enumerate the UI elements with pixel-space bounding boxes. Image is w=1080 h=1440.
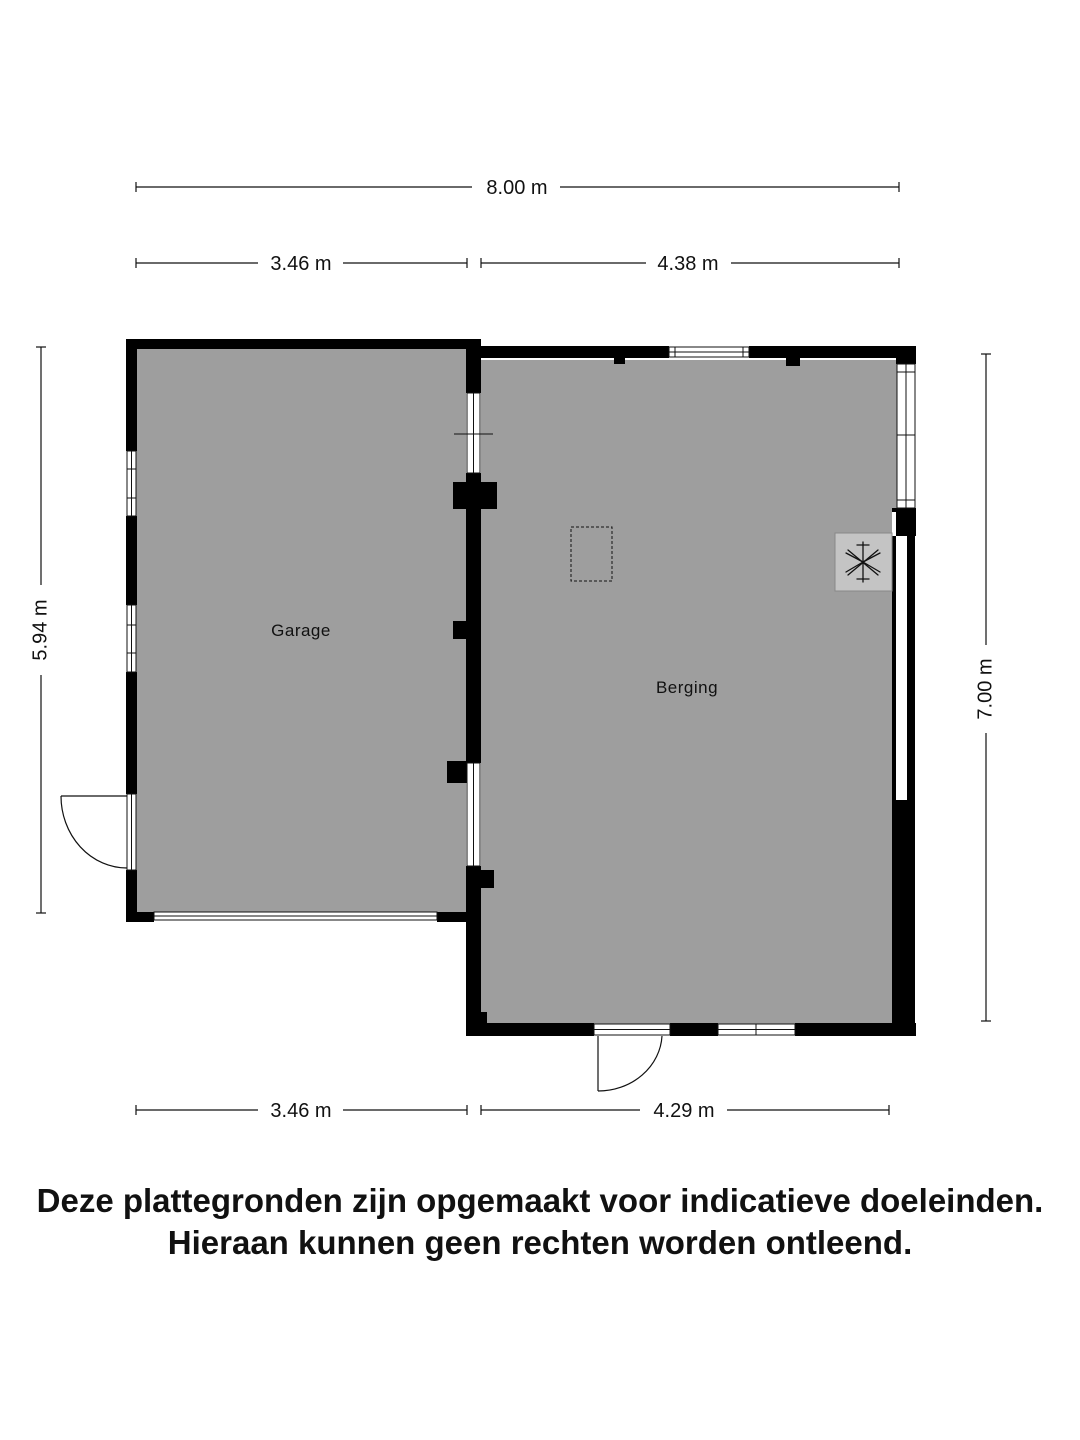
- garage-side-door: [61, 796, 127, 868]
- garage-door-frame: [127, 794, 136, 870]
- middle-window-upper: [467, 393, 480, 473]
- disclaimer-line-2: Hieraan kunnen geen rechten worden ontleend.: [167, 1224, 913, 1261]
- fan-fixture: [835, 533, 892, 591]
- dim-bottom-right: 4.29 m: [653, 1100, 715, 1122]
- room-label-garage: Garage: [271, 621, 331, 640]
- berging-bottom-window: [718, 1024, 795, 1035]
- room-label-berging: Berging: [655, 678, 719, 697]
- berging-right-window: [897, 364, 915, 508]
- disclaimer-line-1: Deze plattegronden zijn opgemaakt voor indicatieve doeleinden.: [36, 1182, 1044, 1219]
- garage-window-2: [127, 605, 136, 672]
- berging-door-frame: [594, 1024, 670, 1035]
- garage-window-1: [127, 451, 136, 516]
- dim-left-height: 5.94 m: [29, 599, 52, 661]
- dim-bottom-left: 3.46 m: [270, 1100, 332, 1122]
- dim-top-total: 8.00 m: [486, 177, 548, 199]
- berging-top-window: [669, 347, 749, 357]
- middle-window-lower: [467, 763, 480, 866]
- dim-right-height: 7.00 m: [974, 658, 997, 720]
- berging-entry-door: [598, 1036, 662, 1091]
- dim-top-left: 3.46 m: [270, 253, 332, 275]
- disclaimer: [0, 1180, 1080, 1264]
- garage-door-opening: [154, 912, 437, 920]
- dim-top-right: 4.38 m: [657, 253, 719, 275]
